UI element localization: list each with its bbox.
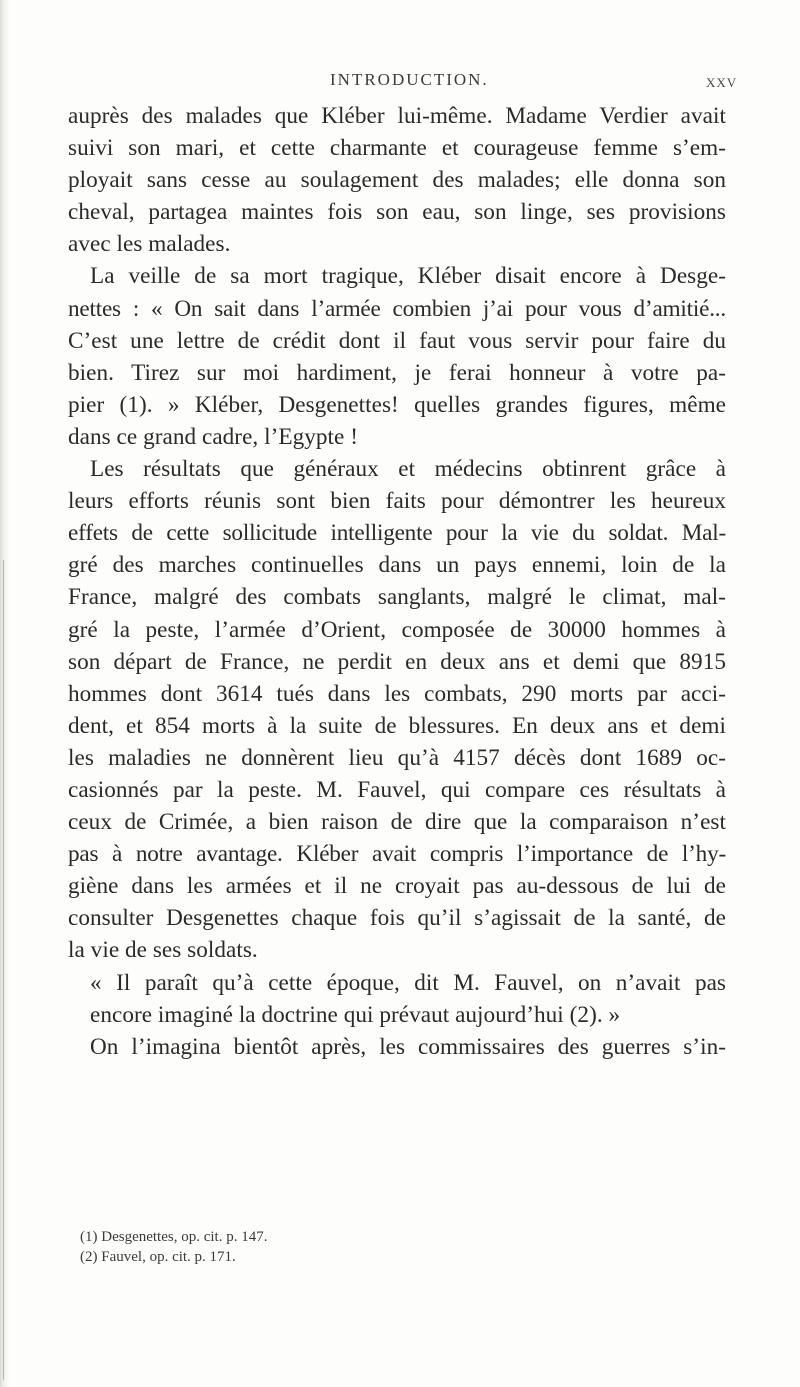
text-line: ceux de Crimée, a bien raison de dire que la comparaison n’est	[68, 809, 726, 836]
page-number: XXV	[706, 75, 738, 90]
text-line: bien. Tirez sur moi hardiment, je ferai honneur à votre pa-	[68, 359, 726, 386]
text-line: avec les malades.	[68, 231, 231, 258]
text-line: casionnés par la peste. M. Fauvel, qui compare ces résultats à	[68, 776, 726, 803]
text-line: cheval, partagea maintes fois son eau, son linge, ses provisions	[68, 199, 726, 226]
text-line: Les résultats que généraux et médecins obtinrent grâce à	[90, 456, 726, 483]
footnotes	[80, 1227, 580, 1267]
text-line: ployait sans cesse au soulagement des malades; elle donna son	[68, 167, 726, 194]
text-line: les maladies ne donnèrent lieu qu’à 4157 décès dont 1689 oc-	[68, 744, 726, 771]
text-line: encore imaginé la doctrine qui prévaut aujourd’hui (2). »	[90, 1001, 621, 1028]
text-line: C’est une lettre de crédit dont il faut vous servir pour faire du	[68, 327, 726, 354]
text-line: La veille de sa mort tragique, Kléber disait encore à Desge-	[90, 263, 726, 290]
body-text	[68, 100, 726, 1063]
text-line: pier (1). » Kléber, Desgenettes! quelles grandes figures, même	[68, 391, 726, 418]
text-line: France, malgré des combats sanglants, malgré le climat, mal-	[68, 584, 726, 611]
text-line: dans ce grand cadre, l’Egypte !	[68, 423, 358, 450]
binding-shadow-line	[3, 560, 4, 1380]
text-line: auprès des malades que Kléber lui-même. Madame Verdier avait	[68, 103, 726, 129]
text-line: « Il paraît qu’à cette époque, dit M. Fauvel, on n’avait pas	[90, 969, 726, 996]
text-line: gré la peste, l’armée d’Orient, composée de 30000 hommes à	[68, 616, 726, 643]
text-line: la vie de ses soldats.	[68, 937, 258, 964]
footnote: (2) Fauvel, op. cit. p. 171.	[80, 1249, 236, 1265]
running-title: INTRODUCTION.	[330, 70, 489, 89]
text-line: nettes : « On sait dans l’armée combien j’ai pour vous d’amitié...	[68, 295, 726, 322]
text-line: son départ de France, ne perdit en deux ans et demi que 8915	[68, 648, 726, 675]
text-line: giène dans les armées et il ne croyait pas au-dessous de lui de	[68, 873, 726, 900]
text-line: On l’imagina bientôt après, les commissaires des guerres s’in-	[90, 1033, 726, 1060]
text-line: leurs efforts réunis sont bien faits pour démontrer les heureux	[68, 488, 726, 515]
binding-edge	[0, 0, 10, 1387]
text-line: consulter Desgenettes chaque fois qu’il s’agissait de la santé, de	[68, 905, 726, 932]
text-line: pas à notre avantage. Kléber avait compris l’importance de l’hy-	[68, 841, 726, 868]
text-line: suivi son mari, et cette charmante et courageuse femme s’em-	[68, 135, 726, 162]
text-line: hommes dont 3614 tués dans les combats, 290 morts par acci-	[68, 680, 726, 707]
text-line: dent, et 854 morts à la suite de blessures. En deux ans et demi	[68, 712, 726, 739]
text-line: effets de cette sollicitude intelligente pour la vie du soldat. Mal-	[68, 520, 726, 547]
text-line: gré des marches continuelles dans un pays ennemi, loin de la	[68, 552, 726, 579]
footnote: (1) Desgenettes, op. cit. p. 147.	[80, 1229, 268, 1245]
